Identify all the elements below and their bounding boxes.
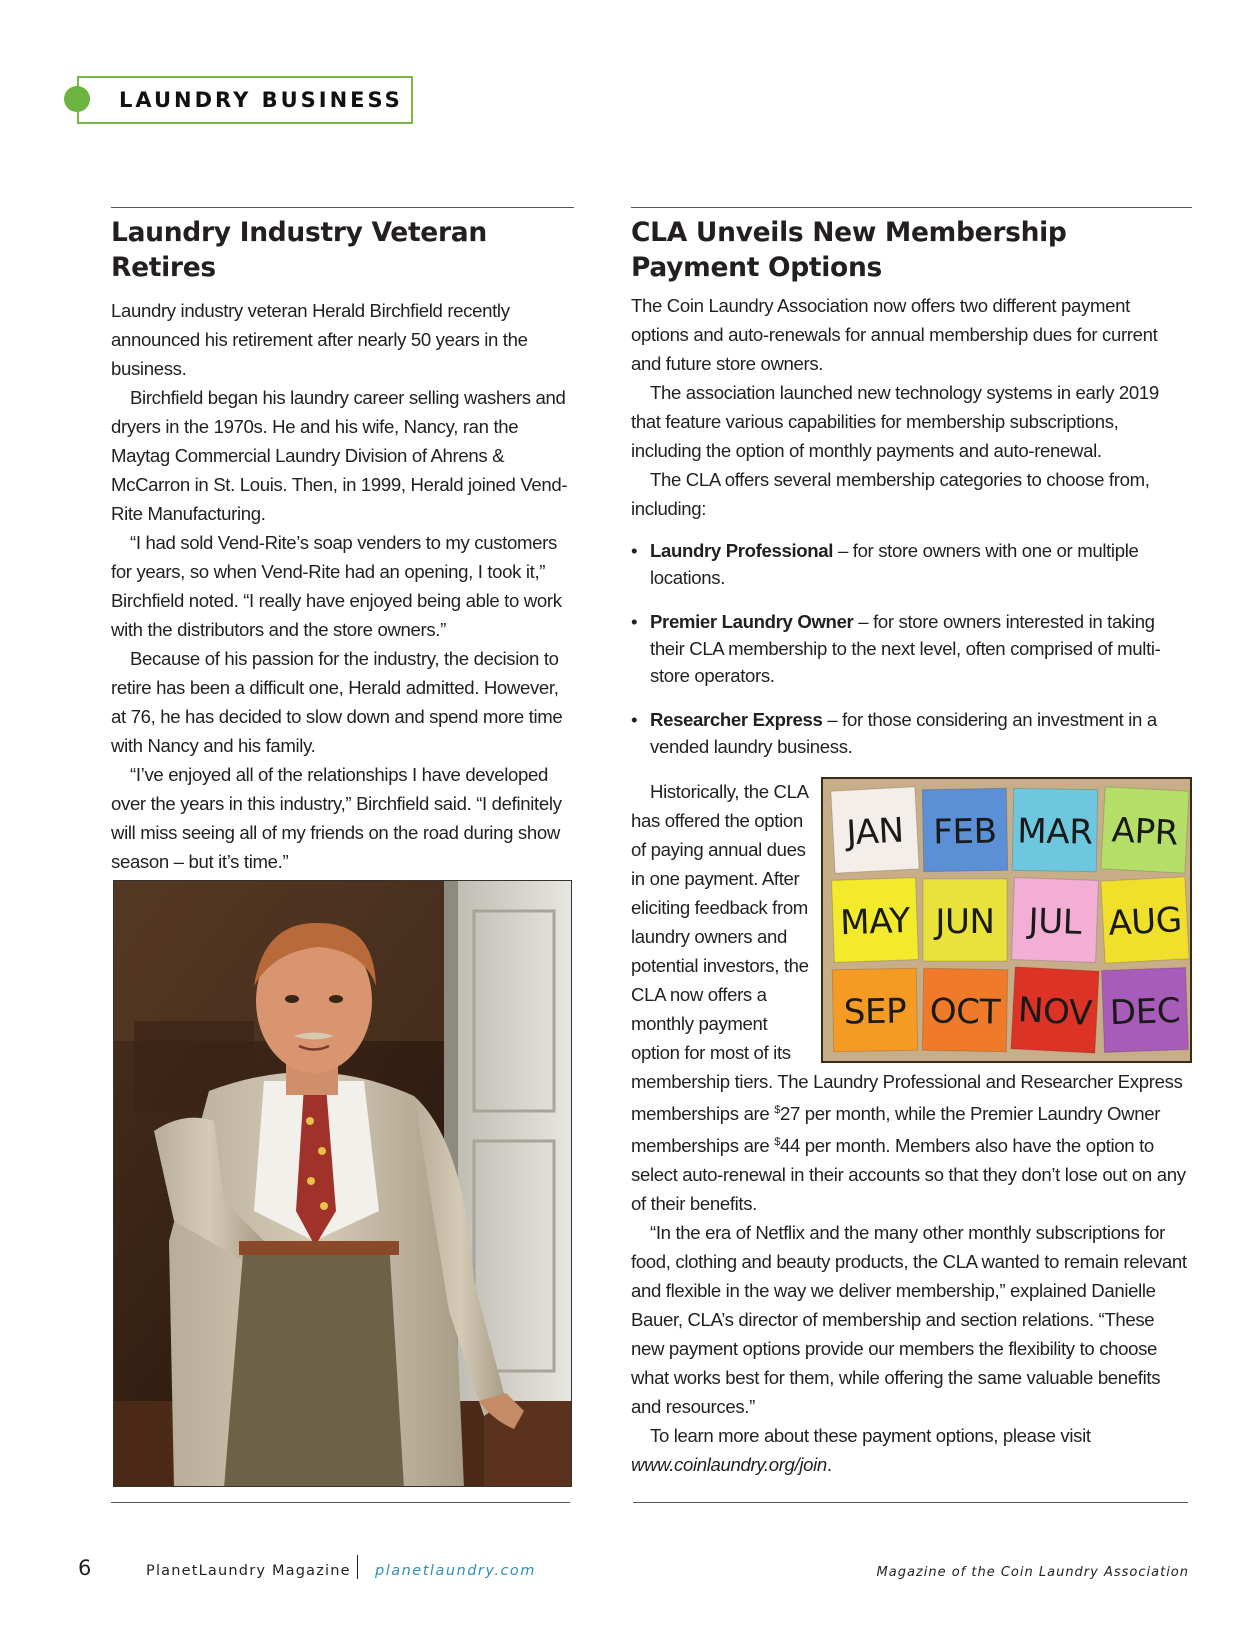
sticky-note bbox=[1011, 967, 1099, 1053]
paragraph: “In the era of Netflix and the many other monthly subscriptions for food, clothing and beauty products, the CLA wanted to remain relevant and flexible in the way we deliver membership,” explained Danielle Bauer, CLA’s director of membership and section relations. “These new payment options provide our members the flexibility to choose what works best for them, while offering the same valuable benefits and resources.” bbox=[631, 1222, 1187, 1418]
paragraph-end: . bbox=[826, 1454, 832, 1476]
month-label: JUL bbox=[1027, 901, 1083, 943]
sticky-note bbox=[832, 968, 917, 1051]
sticky-note bbox=[1012, 788, 1097, 871]
article-membership-payment bbox=[631, 207, 1192, 1479]
sticky-note bbox=[923, 879, 1007, 961]
category-name: Laundry Professional bbox=[650, 540, 834, 561]
paragraph: Because of his passion for the industry, the decision to retire has been a difficult one, Herald admitted. However, at 76, he has decided to slow down and spend more time with Nancy and his family. bbox=[111, 648, 563, 756]
article-title: Laundry Industry Veteran Retires bbox=[111, 217, 487, 283]
list-item bbox=[631, 608, 1192, 689]
list-item bbox=[631, 537, 1192, 591]
article-body bbox=[111, 296, 574, 905]
paragraph-text: Historically, the CLA has offered the option of paying annual dues in one payment. After eliciting feedback from laundry owners and potential investors, the CLA now offers a monthly payment option for most of its membership tiers. The Laundry Professional and Researcher Express memberships are bbox=[631, 781, 1183, 1125]
article-title: CLA Unveils New Membership Payment Options bbox=[631, 217, 1067, 283]
top-rule bbox=[631, 207, 1192, 208]
article-veteran-retires bbox=[111, 207, 574, 905]
month-label: NOV bbox=[1016, 990, 1093, 1034]
top-rule bbox=[111, 207, 574, 208]
month-label: AUG bbox=[1107, 900, 1183, 944]
sticky-note bbox=[1102, 968, 1189, 1053]
currency-symbol: $ bbox=[774, 1104, 780, 1116]
category-name: Researcher Express bbox=[650, 709, 823, 730]
sticky-note bbox=[922, 968, 1007, 1051]
paragraph: The Coin Laundry Association now offers two different payment options and auto-renewals for annual membership dues for current and future store owners. bbox=[631, 295, 1158, 374]
association-tagline: Magazine of the Coin Laundry Association bbox=[876, 1565, 1189, 1580]
bottom-rule bbox=[111, 1502, 570, 1503]
bottom-rule bbox=[633, 1502, 1188, 1503]
section-dot bbox=[64, 86, 90, 112]
category-desc: – for those considering an investment in a vended laundry business. bbox=[650, 709, 1157, 757]
sticky-note bbox=[1101, 877, 1189, 963]
category-desc: – for store owners with one or multiple locations. bbox=[650, 540, 1139, 588]
sticky-note bbox=[831, 787, 919, 873]
join-link[interactable]: www.coinlaundry.org/join bbox=[631, 1454, 827, 1476]
month-label: JAN bbox=[845, 810, 905, 854]
page-number: 6 bbox=[78, 1556, 92, 1580]
sticky-note bbox=[832, 878, 919, 963]
month-label: MAR bbox=[1017, 811, 1093, 853]
calendar-notes-image bbox=[821, 777, 1192, 1063]
month-label: JUN bbox=[935, 902, 995, 942]
membership-categories-list bbox=[631, 537, 1192, 760]
price-text: 44 per month. Members also have the option to select auto-renewal in their accounts so that they don’t lose out on any of their benefits. bbox=[631, 1135, 1186, 1215]
section-label: LAUNDRY BUSINESS bbox=[119, 88, 403, 112]
sticky-note bbox=[922, 788, 1007, 871]
month-label: DEC bbox=[1109, 990, 1181, 1034]
category-name: Premier Laundry Owner bbox=[650, 611, 854, 632]
paragraph: The CLA offers several membership categories to choose from, including: bbox=[631, 469, 1150, 519]
paragraph: Birchfield began his laundry career selling washers and dryers in the 1970s. He and his wife, Nancy, ran the Maytag Commercial Laundry Division of Ahrens & McCarron in St. Louis. Then, in 1999, Herald joined Vend-Rite Manufacturing. bbox=[111, 387, 568, 524]
footer-divider bbox=[357, 1555, 358, 1579]
portrait-photo bbox=[113, 880, 572, 1487]
article-body bbox=[631, 291, 1192, 1479]
month-label: OCT bbox=[929, 991, 1001, 1033]
website-link[interactable]: planetlaundry.com bbox=[375, 1563, 536, 1579]
price-text: 27 per month, while the Premier Laundry Owner memberships are bbox=[631, 1103, 1161, 1157]
paragraph bbox=[631, 1421, 1192, 1479]
month-label: MAY bbox=[839, 900, 911, 944]
sticky-note bbox=[1012, 878, 1099, 963]
category-desc: – for store owners interested in taking their CLA membership to the next level, often comprised of multi-store operators. bbox=[650, 611, 1161, 686]
paragraph: The association launched new technology systems in early 2019 that feature various capabilities for membership subscriptions, including the option of monthly payments and auto-renewal. bbox=[631, 382, 1159, 461]
month-label: APR bbox=[1110, 810, 1180, 854]
paragraph: “I’ve enjoyed all of the relationships I have developed over the years in this industry,” Birchfield said. “I definitely will miss seeing all of my friends on the road during show season – but it’s time.” bbox=[111, 764, 562, 872]
currency-symbol: $ bbox=[774, 1136, 780, 1149]
magazine-name: PlanetLaundry Magazine bbox=[146, 1563, 351, 1579]
paragraph: “I had sold Vend-Rite’s soap venders to my customers for years, so when Vend-Rite had an opening, I took it,” Birchfield noted. “I really have enjoyed being able to work with the distributors and the store owners.” bbox=[111, 532, 562, 640]
month-label: FEB bbox=[933, 811, 998, 853]
portrait-illustration bbox=[114, 881, 572, 1487]
calendar-notes-graphic bbox=[823, 779, 1190, 1061]
month-label: SEP bbox=[843, 991, 907, 1033]
sticky-note bbox=[1101, 787, 1189, 873]
paragraph: Laundry industry veteran Herald Birchfield recently announced his retirement after nearly 50 years in the business. bbox=[111, 300, 528, 379]
list-item bbox=[631, 706, 1192, 760]
paragraph-text: To learn more about these payment options, please visit bbox=[650, 1425, 1091, 1447]
